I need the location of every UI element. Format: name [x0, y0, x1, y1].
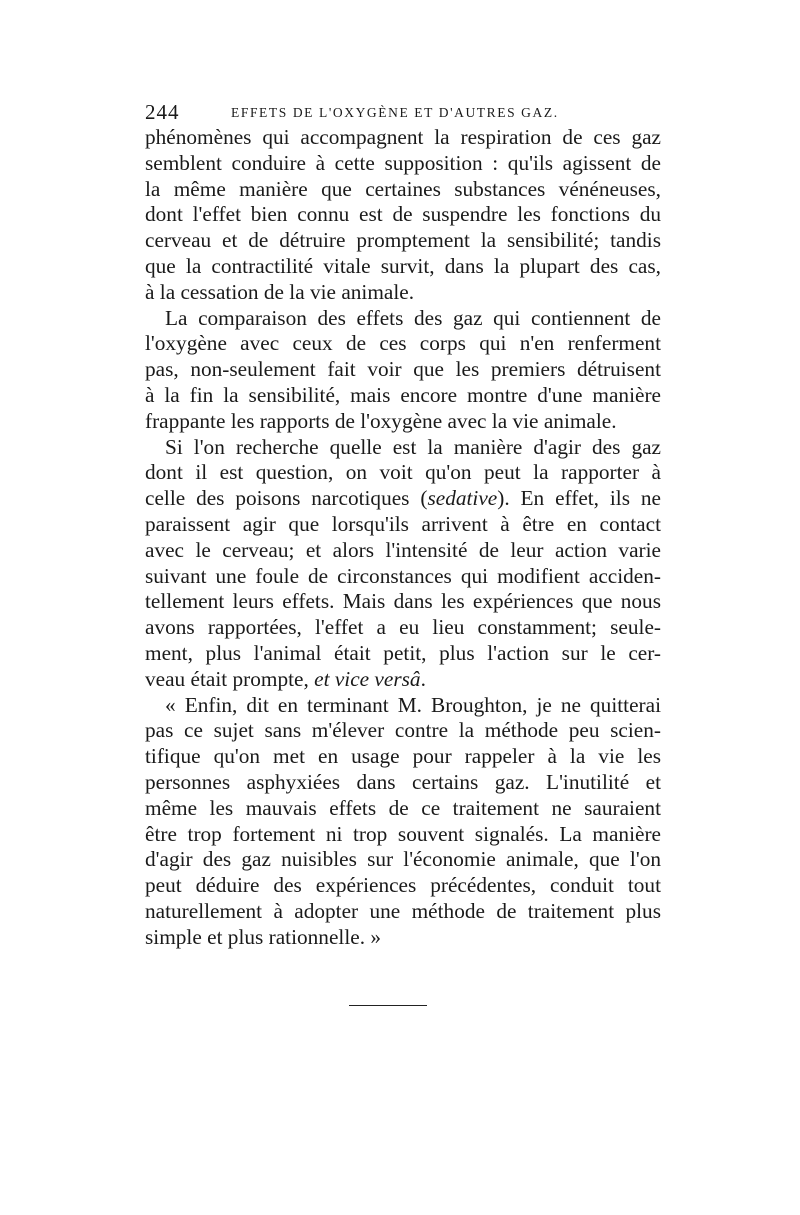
text-line: veau était prompte, et vice versâ.	[145, 666, 426, 691]
text-line: phénomènes qui accompagnent la respiration de ces gaz	[145, 125, 661, 149]
text-line: même les mauvais effets de ce traitement ne sauraient	[145, 795, 661, 820]
text-line: simple et plus rationnelle. »	[145, 924, 381, 949]
text-line: « Enfin, dit en terminant M. Broughton, je ne quitterai	[165, 692, 661, 717]
italic-term: et vice versâ	[314, 666, 421, 691]
text-line: l'oxygène avec ceux de ces corps qui n'en renferment	[145, 331, 661, 356]
text-line: frappante les rapports de l'oxygène avec la vie animale.	[145, 408, 617, 433]
text-line: naturellement à adopter une méthode de traitement plus	[145, 898, 661, 923]
text-line: dont il est question, on voit qu'on peut la rapporter à	[145, 460, 661, 485]
running-head: EFFETS DE L'OXYGÈNE ET D'AUTRES GAZ.	[231, 105, 559, 120]
text-line: d'agir des gaz nuisibles sur l'économie animale, que l'on	[145, 847, 661, 872]
text-line: à la fin la sensibilité, mais encore montre d'une manière	[145, 382, 661, 407]
page-number: 244	[145, 100, 180, 124]
text-line: tifique qu'on met en usage pour rappeler à la vie les	[145, 744, 661, 769]
closing-rule	[349, 1005, 427, 1006]
text-line: pas, non-seulement fait voir que les premiers détruisent	[145, 357, 661, 382]
text-line: pas ce sujet sans m'élever contre la méthode peu scien-	[145, 718, 661, 743]
text-line: avons rapportées, l'effet a eu lieu constamment; seule-	[145, 615, 661, 640]
text-line: paraissent agir que lorsqu'ils arrivent à être en contact	[145, 511, 661, 536]
text-line: suivant une foule de circonstances qui modifient acciden-	[145, 563, 661, 588]
text-line: celle des poisons narcotiques (sedative). En effet, ils ne	[145, 486, 661, 511]
text-line: ment, plus l'animal était petit, plus l'action sur le cer-	[145, 640, 661, 665]
text-line: dont l'effet bien connu est de suspendre les fonctions du	[145, 202, 661, 227]
body-text	[145, 125, 661, 951]
italic-term: sedative	[427, 486, 498, 511]
text-line: Si l'on recherche quelle est la manière d'agir des gaz	[165, 434, 661, 459]
text-line: personnes asphyxiées dans certains gaz. L'inutilité et	[145, 769, 661, 794]
text-line: à la cessation de la vie animale.	[145, 279, 415, 304]
text-line: peut déduire des expériences précédentes, conduit tout	[145, 873, 661, 898]
text-line: semblent conduire à cette supposition : qu'ils agissent de	[145, 150, 661, 175]
text-line: tellement leurs effets. Mais dans les expériences que nous	[145, 589, 661, 614]
text-line: la même manière que certaines substances vénéneuses,	[145, 176, 661, 201]
text-line: que la contractilité vitale survit, dans la plupart des cas,	[145, 253, 661, 278]
text-line: La comparaison des effets des gaz qui contiennent de	[165, 305, 661, 330]
text-line: cerveau et de détruire promptement la sensibilité; tandis	[145, 228, 661, 253]
text-line: être trop fortement ni trop souvent signalés. La manière	[145, 821, 661, 846]
text-line: avec le cerveau; et alors l'intensité de leur action varie	[145, 537, 661, 562]
